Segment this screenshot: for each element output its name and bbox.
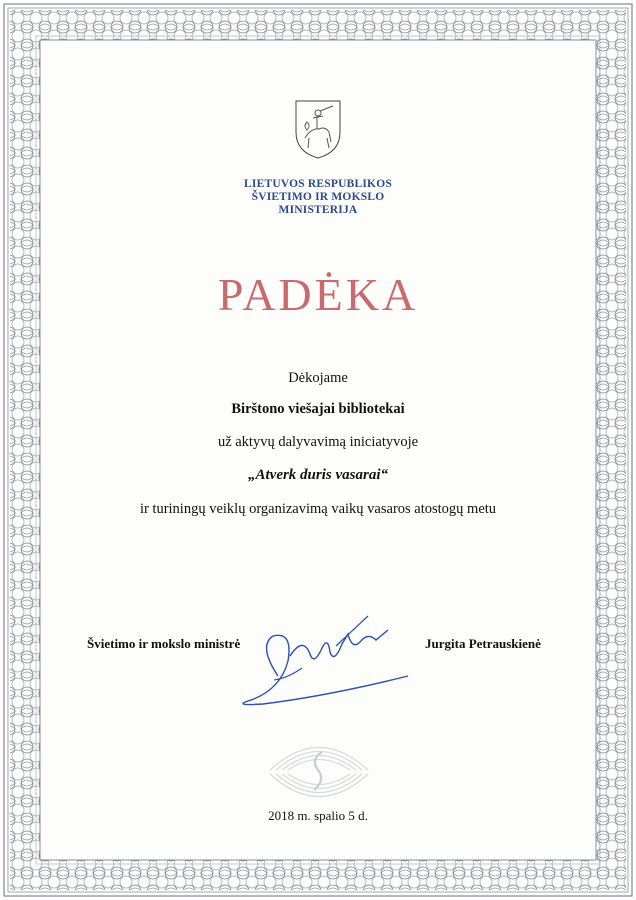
ministry-line-3: MINISTERIJA bbox=[278, 204, 358, 216]
reason-line: už aktyvų dalyvavimą iniciatyvoje bbox=[217, 434, 419, 450]
initiative-name: „Atverk duris vasarai“ bbox=[247, 467, 388, 483]
signatory-role: Švietimo ir mokslo ministrė bbox=[87, 636, 241, 651]
thanks-line: Dėkojame bbox=[288, 370, 348, 386]
ministry-emblem-icon bbox=[260, 730, 378, 810]
vytis-coat-of-arms-icon bbox=[293, 98, 343, 160]
handwritten-signature bbox=[218, 606, 418, 726]
signatory-name: Jurgita Petrauskienė bbox=[425, 636, 541, 651]
issue-date: 2018 m. spalio 5 d. bbox=[268, 808, 368, 823]
ministry-line-1: LIETUVOS RESPUBLIKOS bbox=[244, 178, 392, 190]
certificate-content bbox=[40, 40, 596, 860]
activity-line: ir turiningų veiklų organizavimą vaikų vasaros atostogų metu bbox=[139, 501, 497, 517]
recipient-name: Birštono viešajai bibliotekai bbox=[231, 401, 405, 417]
ministry-line-2: ŠVIETIMO IR MOKSLO bbox=[251, 191, 385, 203]
certificate-title: PADĖKA bbox=[217, 269, 419, 320]
ministry-name bbox=[40, 178, 596, 217]
